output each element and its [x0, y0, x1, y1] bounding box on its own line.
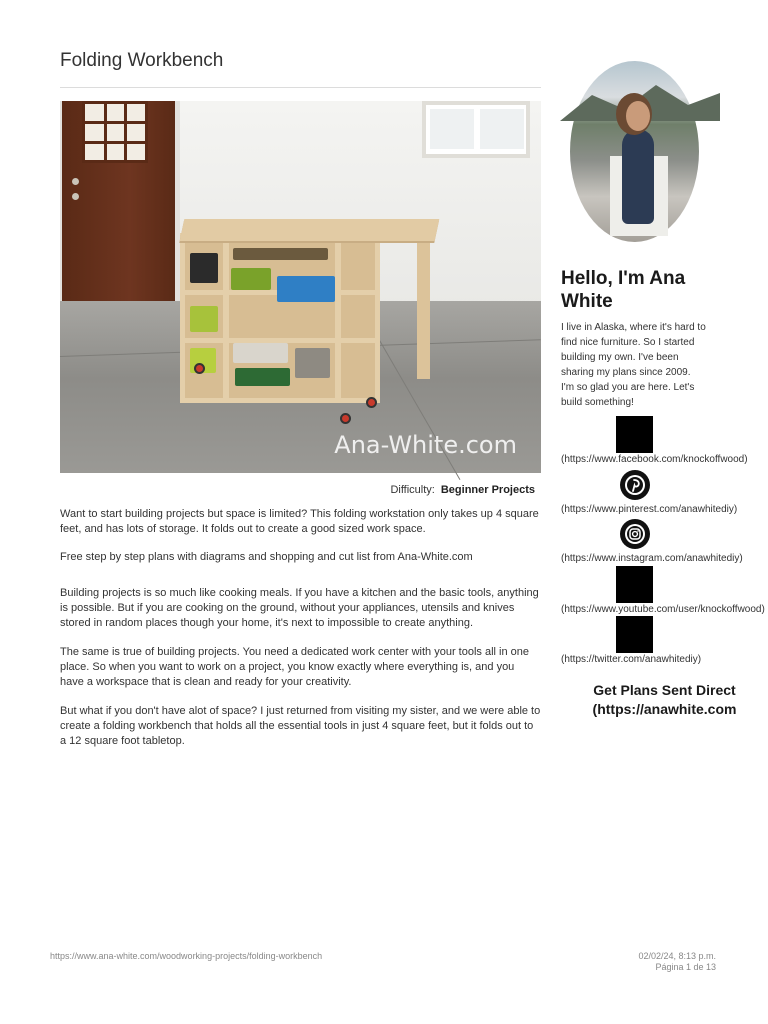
youtube-link[interactable]: (https://www.youtube.com/user/knockoffwood)	[561, 604, 765, 615]
plans-heading-link[interactable]: (https://anawhite.com	[592, 701, 737, 717]
instagram-icon[interactable]	[620, 519, 650, 549]
title-divider	[60, 87, 541, 88]
body-paragraph: But what if you don't have alot of space? I just returned from visiting my sister, and we were able to create a folding workbench that holds all the essential tools in just 4 square feet, but it folds out to a 12 square foot tabletop.	[60, 705, 541, 747]
author-bio: I live in Alaska, where it's hard to find nice furniture. So I started building my own. I've been sharing my plans since 2009. I'm so glad you are here. Let's build something!	[561, 322, 706, 408]
facebook-icon[interactable]	[616, 416, 653, 453]
twitter-link[interactable]: (https://twitter.com/anawhitediy)	[561, 654, 702, 665]
difficulty-line	[390, 484, 535, 496]
photo-watermark: Ana-White.com	[334, 431, 517, 459]
difficulty-label: Difficulty:	[390, 484, 435, 496]
difficulty-value[interactable]: Beginner Projects	[440, 484, 535, 496]
workbench-cabinet	[180, 233, 380, 403]
photo-door-window	[82, 101, 148, 163]
footer-page-number: Página 1 de 13	[655, 962, 716, 972]
page-title: Folding Workbench	[60, 50, 224, 71]
instagram-link[interactable]: (https://www.instagram.com/anawhitediy)	[561, 553, 743, 564]
hero-photo	[60, 101, 541, 473]
door-knob	[72, 178, 79, 185]
author-portrait	[570, 61, 699, 242]
author-greeting: Hello, I'm Ana White	[561, 268, 686, 312]
facebook-link[interactable]: (https://www.facebook.com/knockoffwood)	[561, 454, 748, 465]
body-paragraph: Building projects is so much like cooking meals. If you have a kitchen and the basic tools, anything is possible. But if you are cooking on the ground, without your appliances, utensils and knives stored in random places though your home, it's next to impossible to create anything.	[60, 587, 539, 629]
pinterest-link[interactable]: (https://www.pinterest.com/anawhitediy)	[561, 504, 738, 515]
workbench-top	[180, 219, 440, 241]
intro-paragraph: Want to start building projects but space is limited? This folding workstation only takes up 4 square feet, and has lots of storage. It folds out to create a good sized work space.	[60, 508, 539, 535]
footer-date: 02/02/24, 8:13 p.m.	[638, 951, 716, 961]
photo-door	[62, 101, 175, 301]
footer-meta	[638, 951, 716, 973]
caster-wheel	[366, 397, 377, 408]
pinterest-icon[interactable]	[620, 470, 650, 500]
caster-wheel	[340, 413, 351, 424]
plans-heading[interactable]: Get Plans Sent Direct	[593, 682, 736, 698]
plans-paragraph: Free step by step plans with diagrams and shopping and cut list from Ana-White.com	[60, 551, 473, 563]
caster-wheel	[194, 363, 205, 374]
body-paragraph: The same is true of building projects. You need a dedicated work center with your tools all in one place. So when you want to work on a project, you know exactly where everything is, and you have a workspace that is clean and ready for your creativity.	[60, 646, 529, 688]
photo-window	[422, 101, 530, 158]
footer-url: https://www.ana-white.com/woodworking-projects/folding-workbench	[50, 951, 323, 961]
twitter-icon[interactable]	[616, 616, 653, 653]
youtube-icon[interactable]	[616, 566, 653, 603]
door-knob	[72, 193, 79, 200]
workbench-leg	[417, 229, 430, 379]
